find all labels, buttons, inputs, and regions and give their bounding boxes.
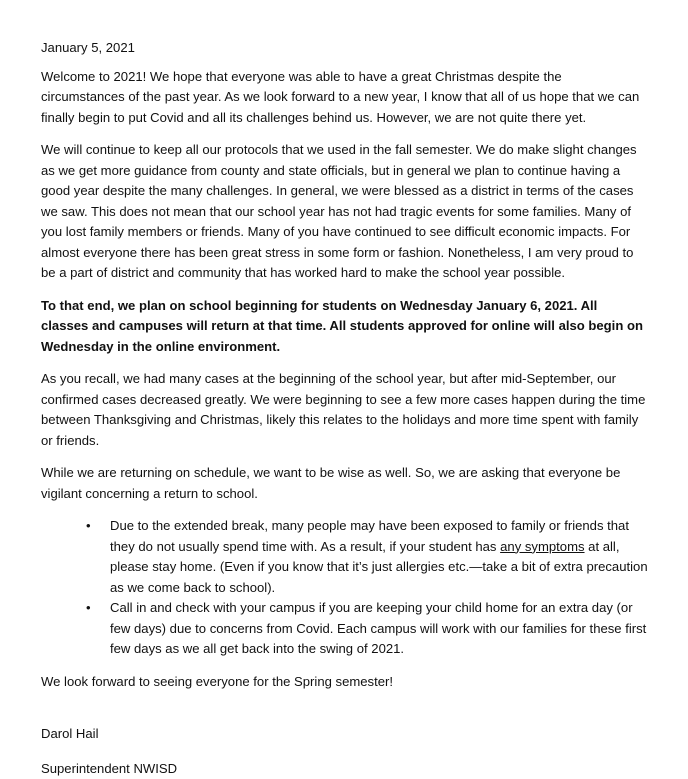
paragraph-vigilance: While we are returning on schedule, we want to be wise as well. So, we are asking that everyone be vigilant concerning a return to school. [41,463,648,504]
signature-title: Superintendent NWISD [41,759,648,779]
bullet-icon: • [86,598,91,619]
paragraph-welcome: Welcome to 2021! We hope that everyone was able to have a great Christmas despite the circumstances of the past year. As we look forward to a new year, I know that all of us hope that we can finally begin to put Covid and all its challenges behind us. However, we are not quite there yet. [41,67,648,129]
paragraph-protocols: We will continue to keep all our protocols that we used in the fall semester. We do make slight changes as we get more guidance from county and state officials, but in general we plan to continue having a good year despite the many challenges. In general, we were blessed as a district in terms of the cases we saw. This does not mean that our school year has not had tragic events for some families. Many of you lost family members or friends. Many of you have continued to see difficult economic impacts. For almost everyone there has been great stress in some form or fashion. Nonetheless, I am very proud to be a part of district and community that has worked hard to make the school year possible. [41,140,648,284]
precautions-list [41,516,648,660]
signature-name: Darol Hail [41,724,648,745]
letter-date: January 5, 2021 [41,38,648,59]
bullet1-underlined-text: any symptoms [500,539,584,554]
paragraph-school-start: To that end, we plan on school beginning for students on Wednesday January 6, 2021. All classes and campuses will return at that time. All students approved for online will also begin on Wednesday in the online environment. [41,296,648,358]
closing-line: We look forward to seeing everyone for the Spring semester! [41,672,648,693]
bullet2-text: Call in and check with your campus if you are keeping your child home for an extra day (or few days) due to concerns from Covid. Each campus will work with our families for these first few days as we all get back into the swing of 2021. [110,600,646,656]
paragraph-cases: As you recall, we had many cases at the beginning of the school year, but after mid-September, our confirmed cases decreased greatly. We were beginning to see a few more cases happen during the time between Thanksgiving and Christmas, likely this relates to the holidays and more time spent with family or friends. [41,369,648,451]
list-item [110,516,648,598]
bullet-icon: • [86,516,91,537]
bullet1-text-end: at all, please stay home. (Even if you know that it’s just allergies etc.—take a bit of extra precaution as we come back to school). [110,539,648,595]
bullet1-text-start: Due to the extended break, many people may have been exposed to family or friends that they do not usually spend time with. As a result, if your student has [110,518,629,554]
list-item [110,598,648,660]
